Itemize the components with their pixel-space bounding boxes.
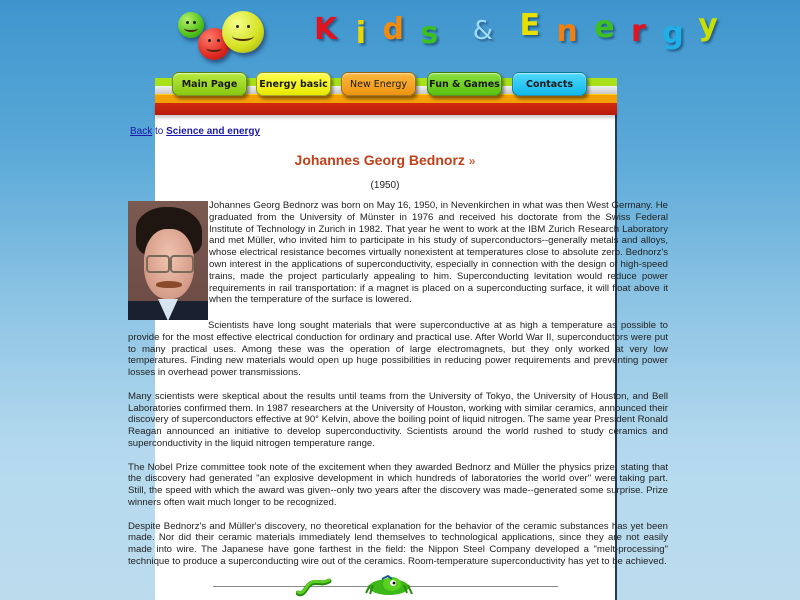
page-title [155, 152, 615, 168]
science-and-energy-link[interactable]: Science and energy [166, 126, 261, 137]
portrait-photo [128, 201, 208, 320]
nav-main-page[interactable]: Main Page [172, 72, 247, 96]
title-letter: i [355, 16, 366, 51]
title-letter: g [662, 16, 684, 51]
paragraph: Scientists have long sought materials that were superconductive at as high a temperature as possible to provide for the most effective electrical conduction for ordinary and practical use. After World War II, superconductors were put to many practical uses. Among these was the operation of large electromagnets, but they only worked at very low temperatures. Finding new materials would open up huge possibilities in reducing power requirements and preventing power losses in overhead power transmissions. [128, 320, 668, 379]
back-link[interactable]: Back [130, 126, 153, 137]
lizard-icon [362, 573, 416, 599]
nav-energy-basic[interactable]: Energy basic [256, 72, 331, 96]
nav-contacts[interactable]: Contacts [512, 72, 587, 96]
main-nav [155, 72, 617, 103]
paragraph: The Nobel Prize committee took note of the excitement when they awarded Bednorz and Müller the physics prize, stating that the discovery had generated "an explosive development in which hundreds of laboratories the world over" were taking part. Still, the speed with which the award was given--only two years after the discovery was made--generated some surprise. Prize winners often wait much longer to be recognized. [128, 461, 668, 508]
breadcrumb [130, 126, 260, 137]
title-letter: K [314, 12, 338, 47]
nav-new-energy[interactable]: New Energy [341, 72, 416, 96]
smiley-faces-icon [174, 4, 270, 64]
title-letter: n [556, 14, 578, 49]
title-letter: s [420, 16, 439, 51]
title-letter: & [472, 16, 493, 46]
nav-fun-and-games[interactable]: Fun & Games [427, 72, 502, 96]
paragraph: Johannes Georg Bednorz was born on May 16, 1950, in Nevenkirchen in what was then West Germany. He graduated from the University of Münster in 1976 and received his doctorate from the Swiss Federal Institute of Technology in Zurich in 1982. That year he went to work at the IBM Zurich Research Laboratory and met Müller, who invited him to participate in his study of superconductors--generally metals and alloys, whose electrical resistance becomes virtually nonexistent at temperatures close to absolute zero. Bednorz's own interest in the applications of superconductivity, especially in connection with the design of high-speed trains, made the project particularly appealing to him. Superconducting levitation would reduce power requirements in rail transportation: if a magnet is placed on a superconducting surface, it will float above it when the temperature of the surface is lowered. [209, 200, 668, 306]
title-letter: E [519, 8, 540, 43]
title-letter: d [382, 12, 404, 47]
back-link-to: to [152, 126, 167, 137]
title-letter: y [698, 8, 718, 43]
title-letter: r [631, 14, 646, 49]
birth-year: (1950) [370, 180, 400, 191]
title-letter: e [594, 10, 615, 45]
double-chevron-right-icon: » [468, 154, 476, 168]
header-stripe [155, 103, 617, 115]
page-title-text: Johannes Georg Bednorz [294, 152, 465, 168]
article-body [128, 200, 668, 580]
paragraph: Many scientists were skeptical about the results until teams from the University of Tokyo, the University of Houston, and Bell Laboratories confirmed them. In 1987 researchers at the University of Houston, working with similar ceramics, announced their discovery of superconductors effective at 90° Kelvin, above the boiling point of liquid nitrogen. The same year President Ronald Reagan announced an initiative to develop superconductivity. Scientists around the world rushed to study ceramics and superconductivity in the liquid nitrogen temperature range. [128, 390, 668, 449]
site-title [314, 8, 718, 56]
worm-icon [296, 575, 332, 597]
paragraph: Despite Bednorz's and Müller's discovery, no theoretical explanation for the behavior of the ceramic substances has yet been made. Nor did their ceramic materials immediately lend themselves to technological applications, since they are not easily made into wire. The Japanese have gone farthest in the field: the Nippon Steel Company developed a "melt-processing" technique to produce a superconducting wire out of the ceramics. Room-temperature superconductivity has yet to be achieved. [128, 520, 668, 567]
yellow-smiley-icon [222, 11, 264, 53]
